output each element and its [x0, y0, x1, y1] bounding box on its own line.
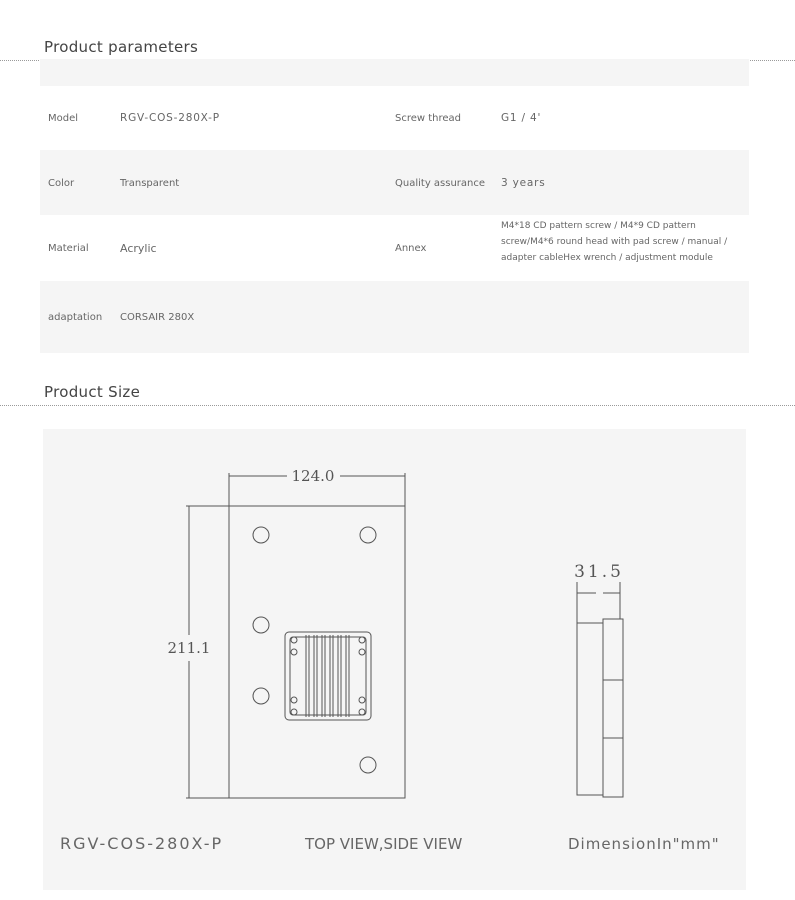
- material-label: Material: [48, 243, 89, 254]
- model-label: Model: [48, 113, 79, 124]
- mounting-hole: [360, 757, 376, 773]
- table-header-row: [40, 59, 749, 86]
- technical-drawing: [43, 429, 746, 890]
- quality-assurance-value: 3 years: [501, 177, 546, 189]
- size-section-title: Product Size: [44, 383, 141, 401]
- annex-label: Annex: [395, 243, 427, 254]
- table-row-adaptation: [40, 281, 749, 353]
- annex-value: M4*18 CD pattern screw / M4*9 CD pattern screw/M4*6 round head with pad screw / manual / adapter cableHex wrench / adjustment module: [501, 221, 728, 263]
- model-caption: RGV-COS-280X-P: [60, 834, 224, 853]
- quality-assurance-label: Quality assurance: [395, 178, 486, 189]
- material-value: Acrylic: [120, 242, 157, 255]
- unit-caption: DimensionIn"mm": [568, 835, 720, 853]
- table-row-model: [40, 86, 749, 150]
- parameters-section-title: Product parameters: [44, 38, 199, 56]
- section-divider: [0, 405, 795, 406]
- screw-thread-value: G1 / 4': [501, 112, 542, 124]
- color-value: Transparent: [120, 178, 180, 189]
- product-size-drawing-panel: [43, 429, 746, 890]
- width-dimension-label: 124.0: [291, 467, 335, 485]
- adaptation-label: adaptation: [48, 312, 103, 323]
- height-dimension-label: 211.1: [167, 639, 211, 657]
- model-value: RGV-COS-280X-P: [120, 112, 220, 124]
- mounting-hole: [253, 688, 269, 704]
- thickness-dimension-label: 31.5: [574, 562, 624, 582]
- color-label: Color: [48, 178, 75, 189]
- heatsink-block: [285, 632, 371, 720]
- screw-thread-label: Screw thread: [395, 113, 462, 124]
- side-view-plate: [577, 623, 603, 795]
- mounting-hole: [253, 617, 269, 633]
- mounting-hole: [360, 527, 376, 543]
- table-row-color: [40, 150, 749, 215]
- table-row-material: [40, 215, 749, 281]
- view-caption: TOP VIEW,SIDE VIEW: [305, 835, 463, 853]
- mounting-hole: [253, 527, 269, 543]
- adaptation-value: CORSAIR 280X: [120, 312, 195, 323]
